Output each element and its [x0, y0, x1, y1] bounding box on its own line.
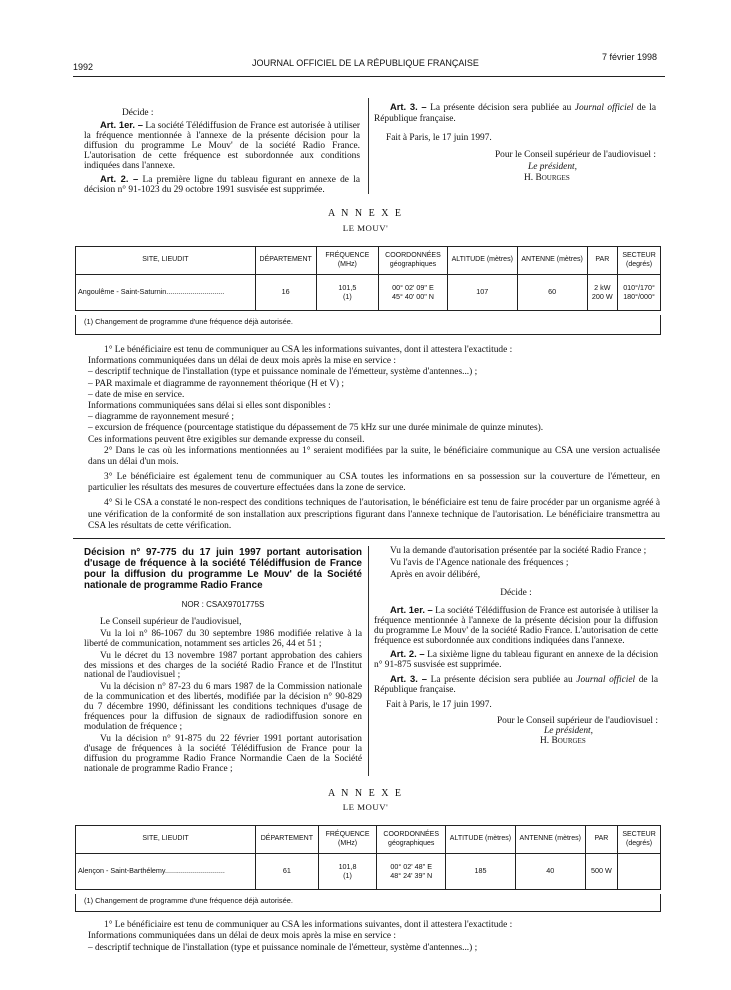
column-divider-2 — [368, 546, 369, 776]
col-altitude: ALTITUDE (mètres) — [446, 826, 516, 854]
col-frequence: FRÉQUENCE (MHz) — [316, 247, 379, 275]
decision-2-article-3-text-b: de la République française. — [374, 674, 658, 695]
obligation-4: – PAR maximale et diagramme de rayonnement théorique (H et V) ; — [88, 378, 344, 389]
section-rule — [73, 538, 665, 539]
cell-site: Angoulême - Saint-Saturnin............................. — [76, 275, 256, 311]
cell-dept: 16 — [255, 275, 316, 311]
obligations-2 — [88, 920, 660, 954]
cell-par — [587, 275, 618, 311]
freq-note-ref: (1) — [343, 870, 352, 880]
cell-freq — [316, 275, 379, 311]
decision-2-done-at: Fait à Paris, le 17 juin 1997. — [386, 699, 492, 710]
coord-longitude: 00° 02' 09" E — [392, 282, 434, 292]
par-value-1: 2 kW — [594, 282, 611, 292]
annex-1-subtitle: LE MOUV' — [342, 223, 389, 233]
cell-coord — [377, 854, 446, 890]
cell-antenne: 40 — [515, 854, 585, 890]
obligation-2-2: Informations communiquées dans un délai de deux mois après la mise en service : — [88, 931, 396, 942]
secteur-value-2: 180°/000° — [623, 291, 655, 301]
obligation-5: – date de mise en service. — [88, 389, 185, 400]
obligation-12: 4° Si le CSA a constaté le non-respect des conditions techniques de l'autorisation, le bénéficiaire est tenu de faire procéder par un organisme agréé à une vérification de la conformité de son installation aux prescriptions figurant dans l'annexe technique de l'autorisation. Le bénéficiaire transmettra au CSA les résultats de cette vérification. — [88, 498, 660, 531]
table-row — [76, 275, 661, 311]
consideration-4: Vu la décision n° 87-23 du 6 mars 1987 de la Commission nationale de la communication et des libertés, modifiée par la décision n° 90-829 du 7 décembre 1990, définissant les conditions techniques d'usage de fréquences pour la diffusion de signaux de radiodiffusion sonore en modulation de fréquence ; — [84, 682, 362, 733]
decide-label: Décide : — [122, 108, 154, 118]
cell-par: 500 W — [585, 854, 617, 890]
annex-1-footnote: (1) Changement de programme d'une fréquence déjà autorisée. — [75, 315, 661, 335]
cell-coord — [379, 275, 448, 311]
signer-name: H. Bourges — [524, 173, 570, 184]
decision-2-article-1 — [374, 605, 658, 647]
cell-secteur — [618, 854, 661, 890]
obligation-9: Ces informations peuvent être exigibles sur demande expresse du conseil. — [88, 434, 365, 445]
col-departement: DÉPARTEMENT — [255, 826, 318, 854]
obligation-3: – descriptif technique de l'installation (type et puissance nominale de l'émetteur, système d'antennes...) ; — [88, 367, 478, 378]
consideration-5: Vu la décision n° 91-875 du 22 février 1991 portant autorisation d'usage de fréquences à la société Télédiffusion de France pour la diffusion du programme Radio France Normandie Caen de la Société nationale de programme Radio France ; — [84, 734, 362, 775]
cell-altitude: 107 — [447, 275, 517, 311]
decision-2-article-3-label: Art. 3. – — [390, 672, 427, 684]
annex-2-header-row — [76, 826, 661, 854]
col-site: SITE, LIEUDIT — [76, 826, 256, 854]
table-row — [76, 854, 661, 890]
obligation-10: 2° Dans le cas où les informations mentionnées au 1° seraient modifiées par la suite, le bénéficiaire communique au CSA une version actualisée dans un délai d'un mois. — [88, 445, 660, 467]
article-3-text-a: La présente décision sera publiée au — [426, 103, 575, 113]
decision-2-article-2 — [374, 649, 658, 670]
cell-antenne: 60 — [517, 275, 587, 311]
annex-1-header-row — [76, 247, 661, 275]
article-1 — [84, 120, 360, 171]
article-3-label: Art. 3. – — [390, 101, 427, 112]
obligation-2-3: – descriptif technique de l'installation (type et puissance nominale de l'émetteur, système d'antennes...) ; — [88, 942, 478, 953]
decide-label-2: Décide : — [500, 588, 532, 599]
page-number: 1992 — [73, 62, 94, 72]
col-secteur: SECTEUR (degrés) — [618, 826, 661, 854]
article-1-text: La société Télédiffusion de France est autorisée à utiliser la fréquence mentionnée à l'annexe de la présente décision pour la diffusion du programme Le Mouv' de la société Radio France. L'autorisation de cette fréquence est subordonnée aux conditions indiquées dans l'annexe. — [84, 121, 360, 171]
annex-2-subtitle: LE MOUV' — [342, 802, 389, 812]
decision-2-right-column — [374, 546, 658, 747]
decision-2-council: Pour le Conseil supérieur de l'audiovisuel : — [496, 716, 658, 727]
done-at: Fait à Paris, le 17 juin 1997. — [386, 132, 492, 143]
journal-officiel-italic: Journal officiel — [574, 103, 634, 113]
annex-2-footnote: (1) Changement de programme d'une fréquence déjà autorisée. — [75, 894, 661, 912]
article-2-text: La première ligne du tableau figurant en annexe de la décision n° 91-1023 du 29 octobre 1991 susvisée est supprimée. — [84, 174, 361, 195]
col-par: PAR — [585, 826, 617, 854]
coord-longitude: 00° 02' 48" E — [390, 861, 432, 871]
article-2 — [84, 174, 360, 196]
col-par: PAR — [587, 247, 618, 275]
top-right-column — [374, 101, 656, 185]
col-coordonnees: COORDONNÉES géographiques — [377, 826, 446, 854]
obligations-1 — [88, 345, 660, 532]
decision-2-article-2-label: Art. 2. – — [390, 648, 425, 660]
freq-note-ref: (1) — [342, 291, 352, 301]
president-title: Le président, — [528, 161, 577, 172]
article-2-label: Art. 2. – — [100, 172, 139, 184]
article-3-text-b: de la République française. — [374, 103, 657, 125]
annex-1-title: A N N E X E — [327, 208, 404, 219]
cell-dept: 61 — [255, 854, 318, 890]
apres-delibere: Après en avoir délibéré, — [390, 570, 481, 581]
cell-freq — [318, 854, 377, 890]
par-value-2: 200 W — [591, 291, 613, 301]
cell-secteur — [618, 275, 661, 311]
col-secteur: SECTEUR (degrés) — [618, 247, 661, 275]
col-antenne: ANTENNE (mètres) — [515, 826, 585, 854]
top-left-column — [84, 108, 360, 196]
annex-2-title: A N N E X E — [327, 788, 404, 799]
coord-latitude: 48° 24' 39" N — [390, 870, 433, 880]
obligation-1: 1° Le bénéficiaire est tenu de communiquer au CSA les informations suivantes, dont il attestera l'exactitude : — [104, 345, 513, 355]
col-departement: DÉPARTEMENT — [255, 247, 316, 275]
annex-1-table — [75, 246, 661, 311]
nor-reference: NOR : CSAX9701775S — [181, 599, 265, 609]
consideration-3: Vu le décret du 13 novembre 1987 portant approbation des cahiers des missions et des charges de la société Radio France et de l'Institut national de l'audiovisuel ; — [84, 650, 362, 681]
decision-2-journal-italic: Journal officiel — [576, 674, 636, 685]
article-3 — [374, 101, 656, 126]
col-coordonnees: COORDONNÉES géographiques — [379, 247, 448, 275]
obligation-2: Informations communiquées dans un délai de deux mois après la mise en service : — [88, 356, 396, 367]
obligation-11: 3° Le bénéficiaire est également tenu de communiquer au CSA toutes les informations en sa possession sur la couverture de l'émetteur, en particulier les résultats des mesures de couverture effectuées dans la zone de service. — [88, 472, 660, 494]
freq-value: 101,5 — [338, 282, 357, 292]
col-site: SITE, LIEUDIT — [76, 247, 256, 275]
decision-2-article-3 — [374, 674, 658, 695]
obligation-7: – diagramme de rayonnement mesuré ; — [88, 412, 235, 423]
issue-date: 7 février 1998 — [601, 52, 657, 62]
decision-2-article-1-label: Art. 1er. – — [390, 603, 433, 615]
vu-avis: Vu l'avis de l'Agence nationale des fréquences ; — [390, 558, 569, 569]
decision-2-left-column — [84, 548, 362, 775]
coord-latitude: 45° 40' 00" N — [391, 291, 434, 301]
cell-site: Alençon - Saint-Barthélemy.............................. — [76, 854, 256, 890]
decision-2-article-2-text: La sixième ligne du tableau figurant en annexe de la décision n° 91-875 susvisée est supprimée. — [374, 650, 659, 671]
decision-2-article-3-text-a: La présente décision sera publiée au — [426, 674, 577, 685]
header-rule — [73, 76, 665, 77]
decision-2-considerations — [84, 618, 362, 776]
journal-title: JOURNAL OFFICIEL DE LA RÉPUBLIQUE FRANÇAISE — [252, 58, 479, 68]
freq-value: 101,8 — [338, 861, 357, 871]
decision-2-president: Le président, — [544, 726, 593, 737]
secteur-value-1: 010°/170° — [623, 282, 655, 292]
cell-altitude: 185 — [446, 854, 516, 890]
decision-2-title: Décision n° 97-775 du 17 juin 1997 portant autorisation d'usage de fréquence à la société Télédiffusion de France pour la diffusion du programme Le Mouv' de la Société nationale de programme Radio France — [84, 547, 362, 591]
annex-2-table — [75, 825, 661, 890]
obligation-8: – excursion de fréquence (pourcentage statistique du dépassement de 75 kHz sur une durée minimale de quinze minutes). — [88, 423, 544, 434]
consideration-2: Vu la loi n° 86-1067 du 30 septembre 1986 modifiée relative à la liberté de communication, notamment ses articles 26, 44 et 51 ; — [84, 628, 362, 649]
col-antenne: ANTENNE (mètres) — [517, 247, 587, 275]
article-1-label: Art. 1er. – — [100, 119, 143, 131]
decision-2-article-1-text: La société Télédiffusion de France est autorisée à utiliser la fréquence mentionnée à l'annexe de la présente décision pour la diffusion du programme Le Mouv' de la société Radio France. L'autorisation de cette fréquence est subordonnée aux conditions indiquées dans l'annexe. — [374, 605, 658, 647]
consideration-1: Le Conseil supérieur de l'audiovisuel, — [100, 616, 242, 627]
obligation-6: Informations communiquées sans délai si elles sont disponibles : — [88, 400, 331, 411]
vu-demande: Vu la demande d'autorisation présentée par la société Radio France ; — [390, 546, 647, 556]
council-signature: Pour le Conseil supérieur de l'audiovisuel : — [494, 150, 656, 161]
col-altitude: ALTITUDE (mètres) — [447, 247, 517, 275]
decision-2-signer: H. Bourges — [540, 736, 586, 747]
column-divider — [368, 98, 369, 194]
col-frequence: FRÉQUENCE (MHz) — [318, 826, 377, 854]
obligation-2-1: 1° Le bénéficiaire est tenu de communiquer au CSA les informations suivantes, dont il attestera l'exactitude : — [104, 920, 513, 930]
